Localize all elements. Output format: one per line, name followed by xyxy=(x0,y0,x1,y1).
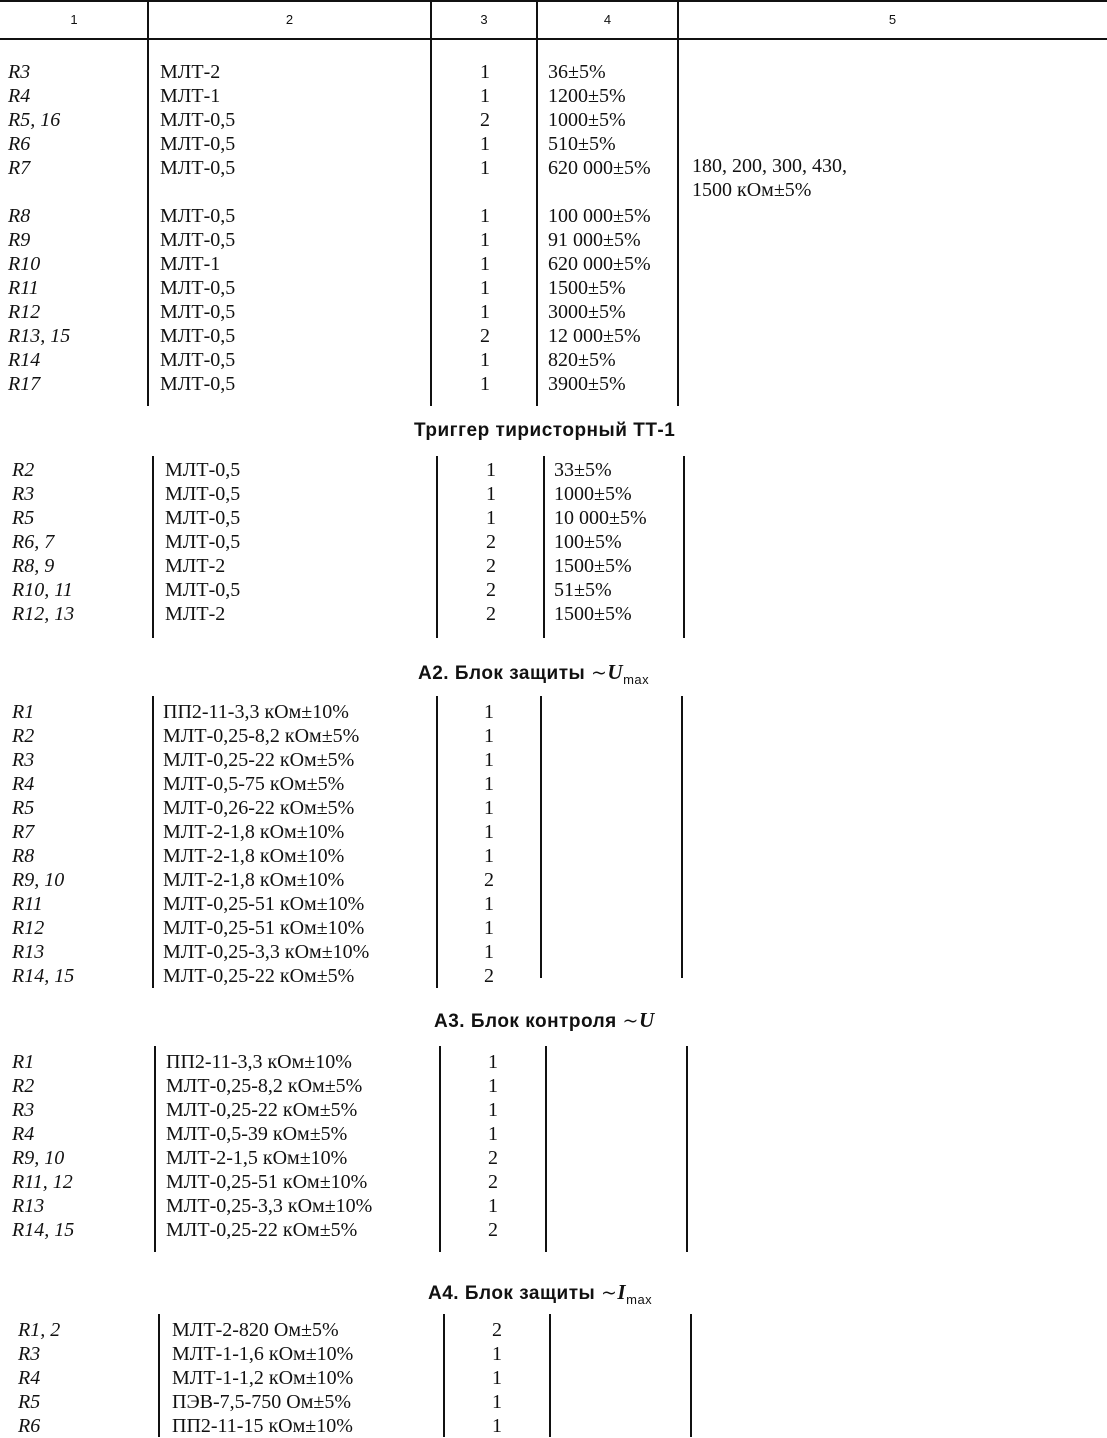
component-type: МЛТ-0,5 xyxy=(160,157,236,179)
column-divider xyxy=(152,696,154,988)
nominal-value: 1000±5% xyxy=(548,109,626,131)
ref-designator: R3 xyxy=(18,1343,41,1365)
ref-designator: R8 xyxy=(8,205,31,227)
voltage-symbol: U xyxy=(607,660,624,684)
table-header xyxy=(0,0,1107,40)
ref-designator: R2 xyxy=(12,1075,35,1097)
ref-designator: R5 xyxy=(18,1391,41,1413)
quantity: 2 xyxy=(486,603,496,625)
column-divider xyxy=(686,1046,688,1252)
ref-designator: R14, 15 xyxy=(12,965,75,987)
column-divider xyxy=(690,1314,692,1437)
quantity: 2 xyxy=(484,965,494,987)
section-title: Триггер тиристорный ТТ-1 xyxy=(414,420,676,441)
ref-designator: R5 xyxy=(12,797,35,819)
quantity: 2 xyxy=(486,579,496,601)
quantity: 1 xyxy=(480,253,490,275)
component-type: ПП2-11-3,3 кОм±10% xyxy=(166,1051,352,1073)
quantity: 1 xyxy=(480,277,490,299)
quantity: 1 xyxy=(488,1075,498,1097)
quantity: 1 xyxy=(484,797,494,819)
voltage-symbol: U xyxy=(638,1008,655,1032)
component-type: МЛТ-0,26-22 кОм±5% xyxy=(163,797,355,819)
ref-designator: R17 xyxy=(8,373,41,395)
tilde-symbol: ~ xyxy=(601,1282,618,1304)
nominal-value: 100±5% xyxy=(554,531,622,553)
quantity: 1 xyxy=(480,349,490,371)
ref-designator: R10 xyxy=(8,253,41,275)
nominal-value: 1500±5% xyxy=(554,555,632,577)
quantity: 2 xyxy=(488,1147,498,1169)
ref-designator: R5 xyxy=(12,507,35,529)
component-type: МЛТ-0,5-39 кОм±5% xyxy=(166,1123,348,1145)
column-divider xyxy=(536,40,538,406)
ref-designator: R1 xyxy=(12,1051,35,1073)
component-type: МЛТ-0,25-51 кОм±10% xyxy=(166,1171,368,1193)
nominal-value: 3000±5% xyxy=(548,301,626,323)
quantity: 1 xyxy=(484,941,494,963)
component-type: МЛТ-0,5 xyxy=(160,109,236,131)
quantity: 2 xyxy=(492,1319,502,1341)
nominal-value: 620 000±5% xyxy=(548,253,651,275)
quantity: 1 xyxy=(488,1051,498,1073)
column-divider xyxy=(683,456,685,638)
ref-designator: R6 xyxy=(18,1415,41,1437)
quantity: 1 xyxy=(484,701,494,723)
nominal-value: 12 000±5% xyxy=(548,325,641,347)
ref-designator: R14 xyxy=(8,349,41,371)
ref-designator: R5, 16 xyxy=(8,109,61,131)
note-alternative-values: 180, 200, 300, 430, xyxy=(692,155,847,177)
section-title xyxy=(418,660,649,687)
component-type: МЛТ-0,5 xyxy=(165,483,241,505)
component-type: МЛТ-0,25-8,2 кОм±5% xyxy=(163,725,360,747)
component-type: МЛТ-0,25-22 кОм±5% xyxy=(163,749,355,771)
ref-designator: R14, 15 xyxy=(12,1219,75,1241)
ref-designator: R8, 9 xyxy=(12,555,55,577)
component-type: МЛТ-2-820 Ом±5% xyxy=(172,1319,339,1341)
nominal-value: 10 000±5% xyxy=(554,507,647,529)
ref-designator: R1, 2 xyxy=(18,1319,61,1341)
component-type: МЛТ-0,25-51 кОм±10% xyxy=(163,893,365,915)
ref-designator: R7 xyxy=(12,821,35,843)
quantity: 1 xyxy=(488,1123,498,1145)
component-type: МЛТ-0,5 xyxy=(160,229,236,251)
component-type: МЛТ-0,25-22 кОм±5% xyxy=(163,965,355,987)
ref-designator: R3 xyxy=(12,483,35,505)
header-divider xyxy=(430,0,432,40)
quantity: 1 xyxy=(486,507,496,529)
ref-designator: R3 xyxy=(12,1099,35,1121)
column-divider xyxy=(147,40,149,406)
ref-designator: R4 xyxy=(12,773,35,795)
ref-designator: R9 xyxy=(8,229,31,251)
component-type: МЛТ-0,5 xyxy=(160,205,236,227)
header-col3: 3 xyxy=(480,12,488,27)
header-col1: 1 xyxy=(70,12,78,27)
column-divider xyxy=(439,1046,441,1252)
quantity: 1 xyxy=(484,749,494,771)
component-type: МЛТ-0,5 xyxy=(160,133,236,155)
column-divider xyxy=(677,40,679,406)
header-col2: 2 xyxy=(285,12,294,27)
ref-designator: R11, 12 xyxy=(12,1171,73,1193)
column-divider xyxy=(540,696,542,978)
nominal-value: 820±5% xyxy=(548,349,616,371)
component-type: МЛТ-0,25-3,3 кОм±10% xyxy=(163,941,370,963)
component-type: ПП2-11-15 кОм±10% xyxy=(172,1415,353,1437)
component-type: МЛТ-2 xyxy=(165,603,226,625)
section-title-text: А3. Блок контроля xyxy=(434,1011,617,1032)
quantity: 1 xyxy=(484,845,494,867)
component-type: МЛТ-0,5 xyxy=(165,459,241,481)
nominal-value: 100 000±5% xyxy=(548,205,651,227)
quantity: 1 xyxy=(492,1343,502,1365)
section-title xyxy=(428,1280,652,1307)
ref-designator: R2 xyxy=(12,459,35,481)
nominal-value: 1000±5% xyxy=(554,483,632,505)
ref-designator: R13 xyxy=(12,1195,45,1217)
tilde-symbol: ~ xyxy=(622,1010,639,1032)
component-type: МЛТ-0,25-3,3 кОм±10% xyxy=(166,1195,373,1217)
component-type: МЛТ-0,5 xyxy=(160,373,236,395)
component-type: МЛТ-0,5 xyxy=(165,531,241,553)
component-type: МЛТ-1 xyxy=(160,253,221,275)
quantity: 1 xyxy=(484,821,494,843)
component-type: МЛТ-2-1,5 кОм±10% xyxy=(166,1147,348,1169)
quantity: 1 xyxy=(484,725,494,747)
nominal-value: 91 000±5% xyxy=(548,229,641,251)
quantity: 1 xyxy=(486,483,496,505)
nominal-value: 51±5% xyxy=(554,579,612,601)
quantity: 1 xyxy=(492,1367,502,1389)
nominal-value: 36±5% xyxy=(548,61,606,83)
ref-designator: R6 xyxy=(8,133,31,155)
column-divider xyxy=(436,696,438,988)
quantity: 1 xyxy=(486,459,496,481)
column-divider xyxy=(443,1314,445,1437)
quantity: 2 xyxy=(488,1219,498,1241)
ref-designator: R2 xyxy=(12,725,35,747)
component-type: МЛТ-2-1,8 кОм±10% xyxy=(163,869,345,891)
ref-designator: R12 xyxy=(12,917,45,939)
quantity: 1 xyxy=(488,1195,498,1217)
ref-designator: R13 xyxy=(12,941,45,963)
current-symbol: I xyxy=(617,1280,627,1304)
header-divider xyxy=(536,0,538,40)
quantity: 2 xyxy=(486,555,496,577)
component-type: МЛТ-0,5 xyxy=(160,301,236,323)
header-col4: 4 xyxy=(603,12,612,27)
column-divider xyxy=(154,1046,156,1252)
quantity: 1 xyxy=(480,205,490,227)
quantity: 1 xyxy=(480,157,490,179)
ref-designator: R10, 11 xyxy=(12,579,73,601)
ref-designator: R1 xyxy=(12,701,35,723)
ref-designator: R9, 10 xyxy=(12,869,65,891)
quantity: 2 xyxy=(480,325,490,347)
component-type: ПЭВ-7,5-750 Ом±5% xyxy=(172,1391,352,1413)
quantity: 1 xyxy=(492,1415,502,1437)
nominal-value: 1200±5% xyxy=(548,85,626,107)
component-type: МЛТ-0,5 xyxy=(160,349,236,371)
column-divider xyxy=(430,40,432,406)
quantity: 1 xyxy=(480,373,490,395)
component-type: МЛТ-1 xyxy=(160,85,221,107)
header-col5: 5 xyxy=(888,12,897,27)
quantity: 1 xyxy=(480,85,490,107)
nominal-value: 1500±5% xyxy=(548,277,626,299)
component-type: МЛТ-0,5 xyxy=(160,277,236,299)
ref-designator: R12, 13 xyxy=(12,603,75,625)
ref-designator: R11 xyxy=(8,277,39,299)
component-type: МЛТ-0,25-8,2 кОм±5% xyxy=(166,1075,363,1097)
component-type: МЛТ-2-1,8 кОм±10% xyxy=(163,821,345,843)
quantity: 2 xyxy=(484,869,494,891)
column-divider xyxy=(152,456,154,638)
quantity: 1 xyxy=(484,893,494,915)
nominal-value: 620 000±5% xyxy=(548,157,651,179)
component-type: МЛТ-0,5 xyxy=(160,325,236,347)
component-type: МЛТ-1-1,2 кОм±10% xyxy=(172,1367,354,1389)
ref-designator: R3 xyxy=(8,61,31,83)
quantity: 2 xyxy=(488,1171,498,1193)
subscript: max xyxy=(626,1291,653,1307)
component-type: МЛТ-0,25-22 кОм±5% xyxy=(166,1219,358,1241)
quantity: 1 xyxy=(480,229,490,251)
quantity: 2 xyxy=(486,531,496,553)
column-divider xyxy=(545,1046,547,1252)
section-title-text: А2. Блок защиты xyxy=(418,663,586,684)
nominal-value: 3900±5% xyxy=(548,373,626,395)
ref-designator: R4 xyxy=(18,1367,41,1389)
tilde-symbol: ~ xyxy=(591,662,608,684)
nominal-value: 510±5% xyxy=(548,133,616,155)
note-alternative-values: 1500 кОм±5% xyxy=(692,179,812,201)
component-type: МЛТ-0,5 xyxy=(165,507,241,529)
header-divider xyxy=(677,0,679,40)
column-divider xyxy=(549,1314,551,1437)
column-divider xyxy=(158,1314,160,1437)
ref-designator: R3 xyxy=(12,749,35,771)
nominal-value: 33±5% xyxy=(554,459,612,481)
component-type: МЛТ-2 xyxy=(165,555,226,577)
quantity: 1 xyxy=(492,1391,502,1413)
column-divider xyxy=(543,456,545,638)
ref-designator: R13, 15 xyxy=(8,325,71,347)
component-type: МЛТ-0,5 xyxy=(165,579,241,601)
ref-designator: R6, 7 xyxy=(12,531,55,553)
quantity: 1 xyxy=(480,61,490,83)
quantity: 1 xyxy=(484,773,494,795)
section-title xyxy=(434,1008,655,1033)
component-type: МЛТ-0,25-22 кОм±5% xyxy=(166,1099,358,1121)
quantity: 1 xyxy=(480,301,490,323)
header-divider xyxy=(147,0,149,40)
ref-designator: R8 xyxy=(12,845,35,867)
quantity: 2 xyxy=(480,109,490,131)
component-type: МЛТ-0,5-75 кОм±5% xyxy=(163,773,345,795)
quantity: 1 xyxy=(480,133,490,155)
ref-designator: R4 xyxy=(8,85,31,107)
column-divider xyxy=(436,456,438,638)
component-type: МЛТ-1-1,6 кОм±10% xyxy=(172,1343,354,1365)
ref-designator: R12 xyxy=(8,301,41,323)
component-type: МЛТ-0,25-51 кОм±10% xyxy=(163,917,365,939)
ref-designator: R11 xyxy=(12,893,43,915)
column-divider xyxy=(681,696,683,978)
component-type: ПП2-11-3,3 кОм±10% xyxy=(163,701,349,723)
subscript: max xyxy=(623,671,650,687)
ref-designator: R7 xyxy=(8,157,31,179)
component-type: МЛТ-2-1,8 кОм±10% xyxy=(163,845,345,867)
quantity: 1 xyxy=(488,1099,498,1121)
quantity: 1 xyxy=(484,917,494,939)
component-type: МЛТ-2 xyxy=(160,61,221,83)
nominal-value: 1500±5% xyxy=(554,603,632,625)
ref-designator: R9, 10 xyxy=(12,1147,65,1169)
ref-designator: R4 xyxy=(12,1123,35,1145)
section-title-text: А4. Блок защиты xyxy=(428,1283,596,1304)
